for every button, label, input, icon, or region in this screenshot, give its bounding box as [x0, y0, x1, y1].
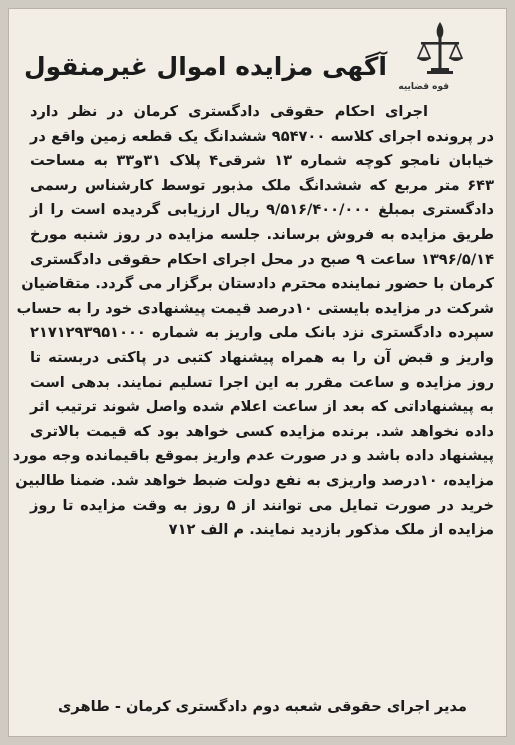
body-line: داده نخواهد شد. برنده مزایده کسی خواهد بود که قیمت بالاتری [30, 422, 494, 440]
body-line: سپرده دادگستری نزد بانک ملی واریز به شماره ۲۱۷۱۲۹۳۹۵۱۰۰۰ [30, 324, 494, 342]
body-line: پیشنهاد داده باشد و در صورت عدم واریز بموقع باقیمانده وجه مورد [12, 447, 494, 465]
body-line: دادگستری بمبلغ ۹/۵۱۶/۴۰۰/۰۰۰ ریال ارزیابی گردیده است را از [30, 201, 494, 219]
body-line: مزایده، ۱۰درصد واریزی به نفع دولت ضبط خواهد شد. ضمنا طالبین [15, 471, 494, 489]
body-line: روز مزایده و ساعت مقرر به این اجرا تسلیم نمایند. بدهی است [30, 373, 494, 391]
notice-body [12, 100, 494, 543]
body-line: واریز و قبض آن را به همراه پیشنهاد کتبی در پاکتی دربسته تا [30, 348, 494, 366]
body-line: مزایده از ملک مذکور بازدید نمایند. م الف ۷۱۲ [168, 521, 494, 539]
emblem-caption: قوه قضاییه [398, 82, 449, 92]
body-line: خرید در صورت تمایل می توانند از ۵ روز به وقت مزایده تا روز [30, 496, 494, 514]
signature-line: مدیر اجرای حقوقی شعبه دوم دادگستری کرمان - طاهری [58, 698, 467, 715]
body-line: اجرای احکام حقوقی دادگستری کرمان در نظر دارد [30, 103, 428, 120]
body-line: طریق مزایده به فروش برساند. جلسه مزایده در روز شنبه مورخ [30, 225, 494, 243]
body-line: شرکت در مزایده بایستی ۱۰درصد قیمت پیشنهادی خود را به حساب [16, 299, 494, 317]
notice-title: آگهی مزایده اموال غیرمنقول [23, 52, 387, 81]
body-line: ۶۴۳ متر مربع که ششدانگ ملک مذبور توسط کارشناس رسمی [30, 176, 494, 194]
judiciary-emblem-icon [413, 18, 467, 88]
body-line: در پرونده اجرای کلاسه ۹۵۴۷۰۰ ششدانگ یک قطعه زمین واقع در [30, 127, 494, 145]
body-line: به پیشنهاداتی که بعد از ساعت اعلام شده واصل شوند ترتیب اثر [30, 398, 494, 416]
body-line: خیابان نامجو کوچه شماره ۱۳ شرقی۴ پلاک ۳۱و۳۳ به مساحت [30, 152, 494, 170]
body-line: کرمان با حضور نماینده محترم دادستان برگزار می گردد. متقاضیان [21, 275, 494, 293]
newspaper-clipping [8, 8, 507, 737]
body-line: ۱۳۹۶/۵/۱۴ ساعت ۹ صبح در محل اجرای احکام حقوقی دادگستری [30, 250, 494, 268]
